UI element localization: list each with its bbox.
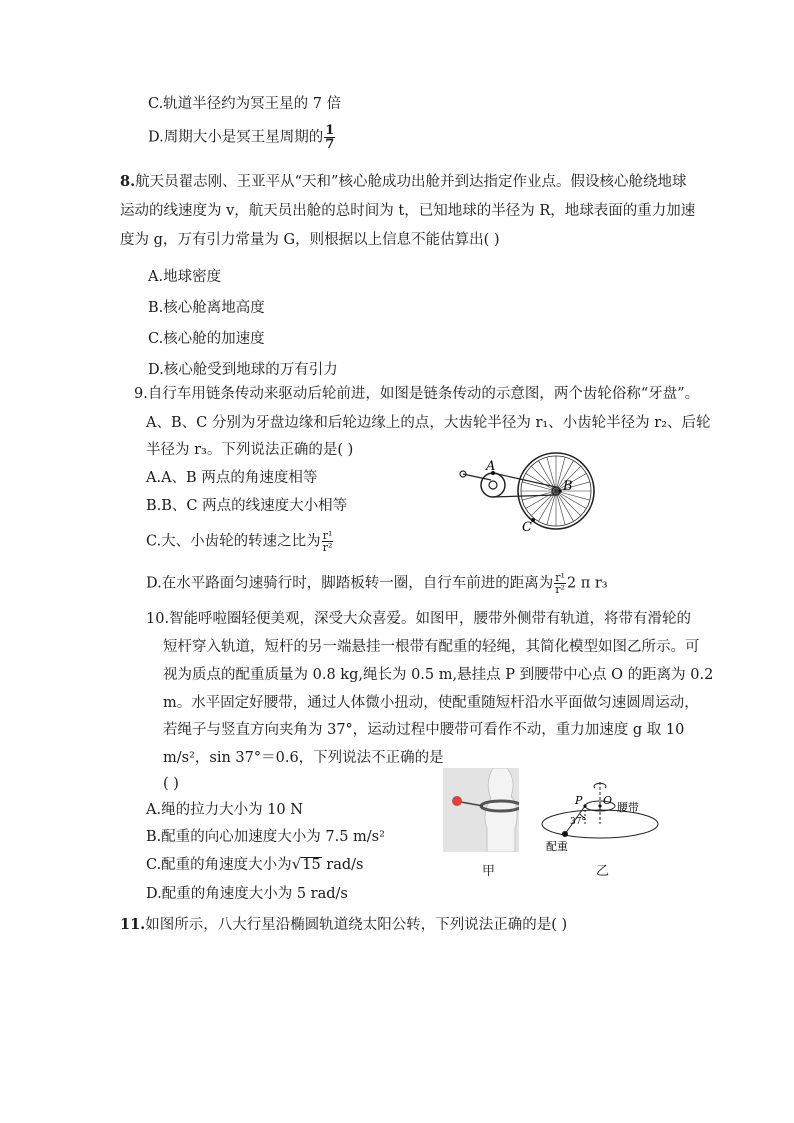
q7-option-d-fraction: [324, 124, 335, 151]
q11-number: 11.: [120, 916, 146, 933]
wheel-spoke: [547, 491, 556, 525]
label-a: A: [486, 459, 496, 474]
q9-option-a: A.A、B 两点的角速度相等: [146, 470, 318, 486]
fraction-numerator: r¹: [322, 529, 333, 542]
q10-stem-line-7: ( ): [163, 776, 179, 792]
hula-hoop-photo-drawing: [443, 768, 519, 852]
caption-yi: 乙: [596, 864, 610, 879]
bicycle-chain-figure: [455, 452, 605, 536]
q10-stem-line-4: m。水平固定好腰带，通过人体微小扭动，使配重随短杆沿水平面做匀速圆周运动，: [163, 695, 699, 711]
q10-option-c-radicand: 15: [302, 857, 321, 873]
point-b-dot: [558, 489, 562, 493]
label-b: B: [563, 479, 573, 494]
fraction-denominator: 7: [325, 137, 335, 152]
fraction-denominator: r²: [555, 583, 565, 596]
q9-stem-line-1: 9.自行车用链条传动来驱动后轮前进，如图是链条传动的示意图，两个齿轮俗称“牙盘”。: [134, 386, 700, 402]
hula-hoop-photo: [443, 768, 519, 852]
sqrt-sign-icon: √: [291, 855, 302, 873]
big-gear: [481, 473, 505, 497]
point-o-dot: [598, 804, 601, 807]
q9-option-d: [146, 572, 608, 595]
q8-number: 8.: [120, 173, 136, 190]
q8-option-d: D.核心舱受到地球的万有引力: [148, 362, 338, 378]
caption-jia: 甲: [482, 864, 496, 879]
q10-option-d: D.配重的角速度大小为 5 rad/s: [146, 886, 348, 902]
label-c: C: [522, 520, 532, 535]
wheel-spoke: [556, 491, 565, 525]
q8-line1-text: 航天员翟志刚、王亚平从“天和”核心舱成功出舱并到达指定作业点。假设核心舱绕地球: [135, 174, 687, 190]
q11-text: 如图所示，八大行星沿椭圆轨道绕太阳公转，下列说法正确的是( ): [145, 917, 568, 933]
q10-option-c-suffix: rad/s: [321, 857, 364, 873]
q8-option-c: C.核心舱的加速度: [148, 331, 265, 347]
weight-dot: [562, 831, 568, 837]
label-p: P: [575, 794, 583, 807]
q7-option-d-text: D.周期大小是冥王星周期的: [148, 129, 324, 146]
q8-stem-line-1: [120, 172, 686, 192]
hula-hoop-model-figure: [540, 780, 660, 852]
label-belt: 腰带: [617, 801, 639, 814]
q9-option-d-suffix: 2 π r₃: [566, 575, 608, 592]
wheel-spokes: [521, 456, 591, 526]
fraction-denominator: r²: [322, 541, 333, 554]
q8-stem-line-3: 度为 g，万有引力常量为 G，则根据以上信息不能估算出( ): [120, 232, 500, 248]
q10-stem-line-6: m/s²，sin 37°＝0.6，下列说法不正确的是: [163, 750, 444, 766]
q7-option-c: C.轨道半径约为冥王星的 7 倍: [148, 96, 342, 112]
label-o: O: [603, 794, 613, 807]
q8-option-a: A.地球密度: [148, 269, 222, 285]
q10-stem-line-2: 短杆穿入轨道，短杆的另一端悬挂一根带有配重的轻绳，其简化模型如图乙所示。可: [163, 639, 700, 655]
point-p-dot: [583, 804, 586, 807]
q10-stem-line-1: 10.智能呼啦圈轻便美观，深受大众喜爱。如图甲，腰带外侧带有轨道，将带有滑轮的: [146, 611, 692, 627]
q9-option-c-text: C.大、小齿轮的转速之比为: [146, 533, 321, 550]
label-angle: 37°: [570, 817, 586, 827]
q10-option-c-text: C.配重的角速度大小为: [146, 857, 292, 873]
q8-option-b: B.核心舱离地高度: [148, 300, 265, 316]
hula-weight: [452, 796, 462, 806]
fraction-numerator: 1: [325, 123, 335, 138]
q10-option-a: A.绳的拉力大小为 10 N: [146, 802, 303, 818]
q9-option-d-text: D.在水平路面匀速骑行时，脚踏板转一圈，自行车前进的距离为: [146, 575, 554, 592]
q7-option-d: [148, 124, 336, 151]
q10-stem-line-3: 视为质点的配重质量为 0.8 kg,绳长为 0.5 m,悬挂点 P 到腰带中心点 O 的距离为 0.2: [163, 667, 714, 683]
q8-stem-line-2: 运动的线速度为 v，航天员出舱的总时间为 t，已知地球的半径为 R，地球表面的重力加速: [120, 203, 696, 219]
q10-stem-line-5: 若绳子与竖直方向夹角为 37°，运动过程中腰带可看作不动，重力加速度 g 取 10: [163, 722, 685, 738]
q9-option-d-fraction: [554, 572, 566, 595]
q9-option-b: B.B、C 两点的线速度大小相等: [146, 498, 348, 514]
q9-stem-line-2: A、B、C 分别为牙盘边缘和后轮边缘上的点，大齿轮半径为 r₁、小齿轮半径为 r₂、后轮: [146, 415, 711, 431]
fraction-numerator: r¹: [555, 571, 565, 584]
label-weight: 配重: [546, 840, 568, 852]
q9-option-c: [146, 530, 334, 553]
big-gear-hub: [489, 481, 497, 489]
q10-option-c: [146, 854, 364, 875]
q10-option-b: B.配重的向心加速度大小为 7.5 m/s²: [146, 829, 385, 845]
q9-option-c-fraction: [322, 530, 334, 553]
q11-stem: [120, 915, 567, 935]
q9-stem-line-3: 半径为 r₃。下列说法正确的是( ): [146, 442, 354, 458]
